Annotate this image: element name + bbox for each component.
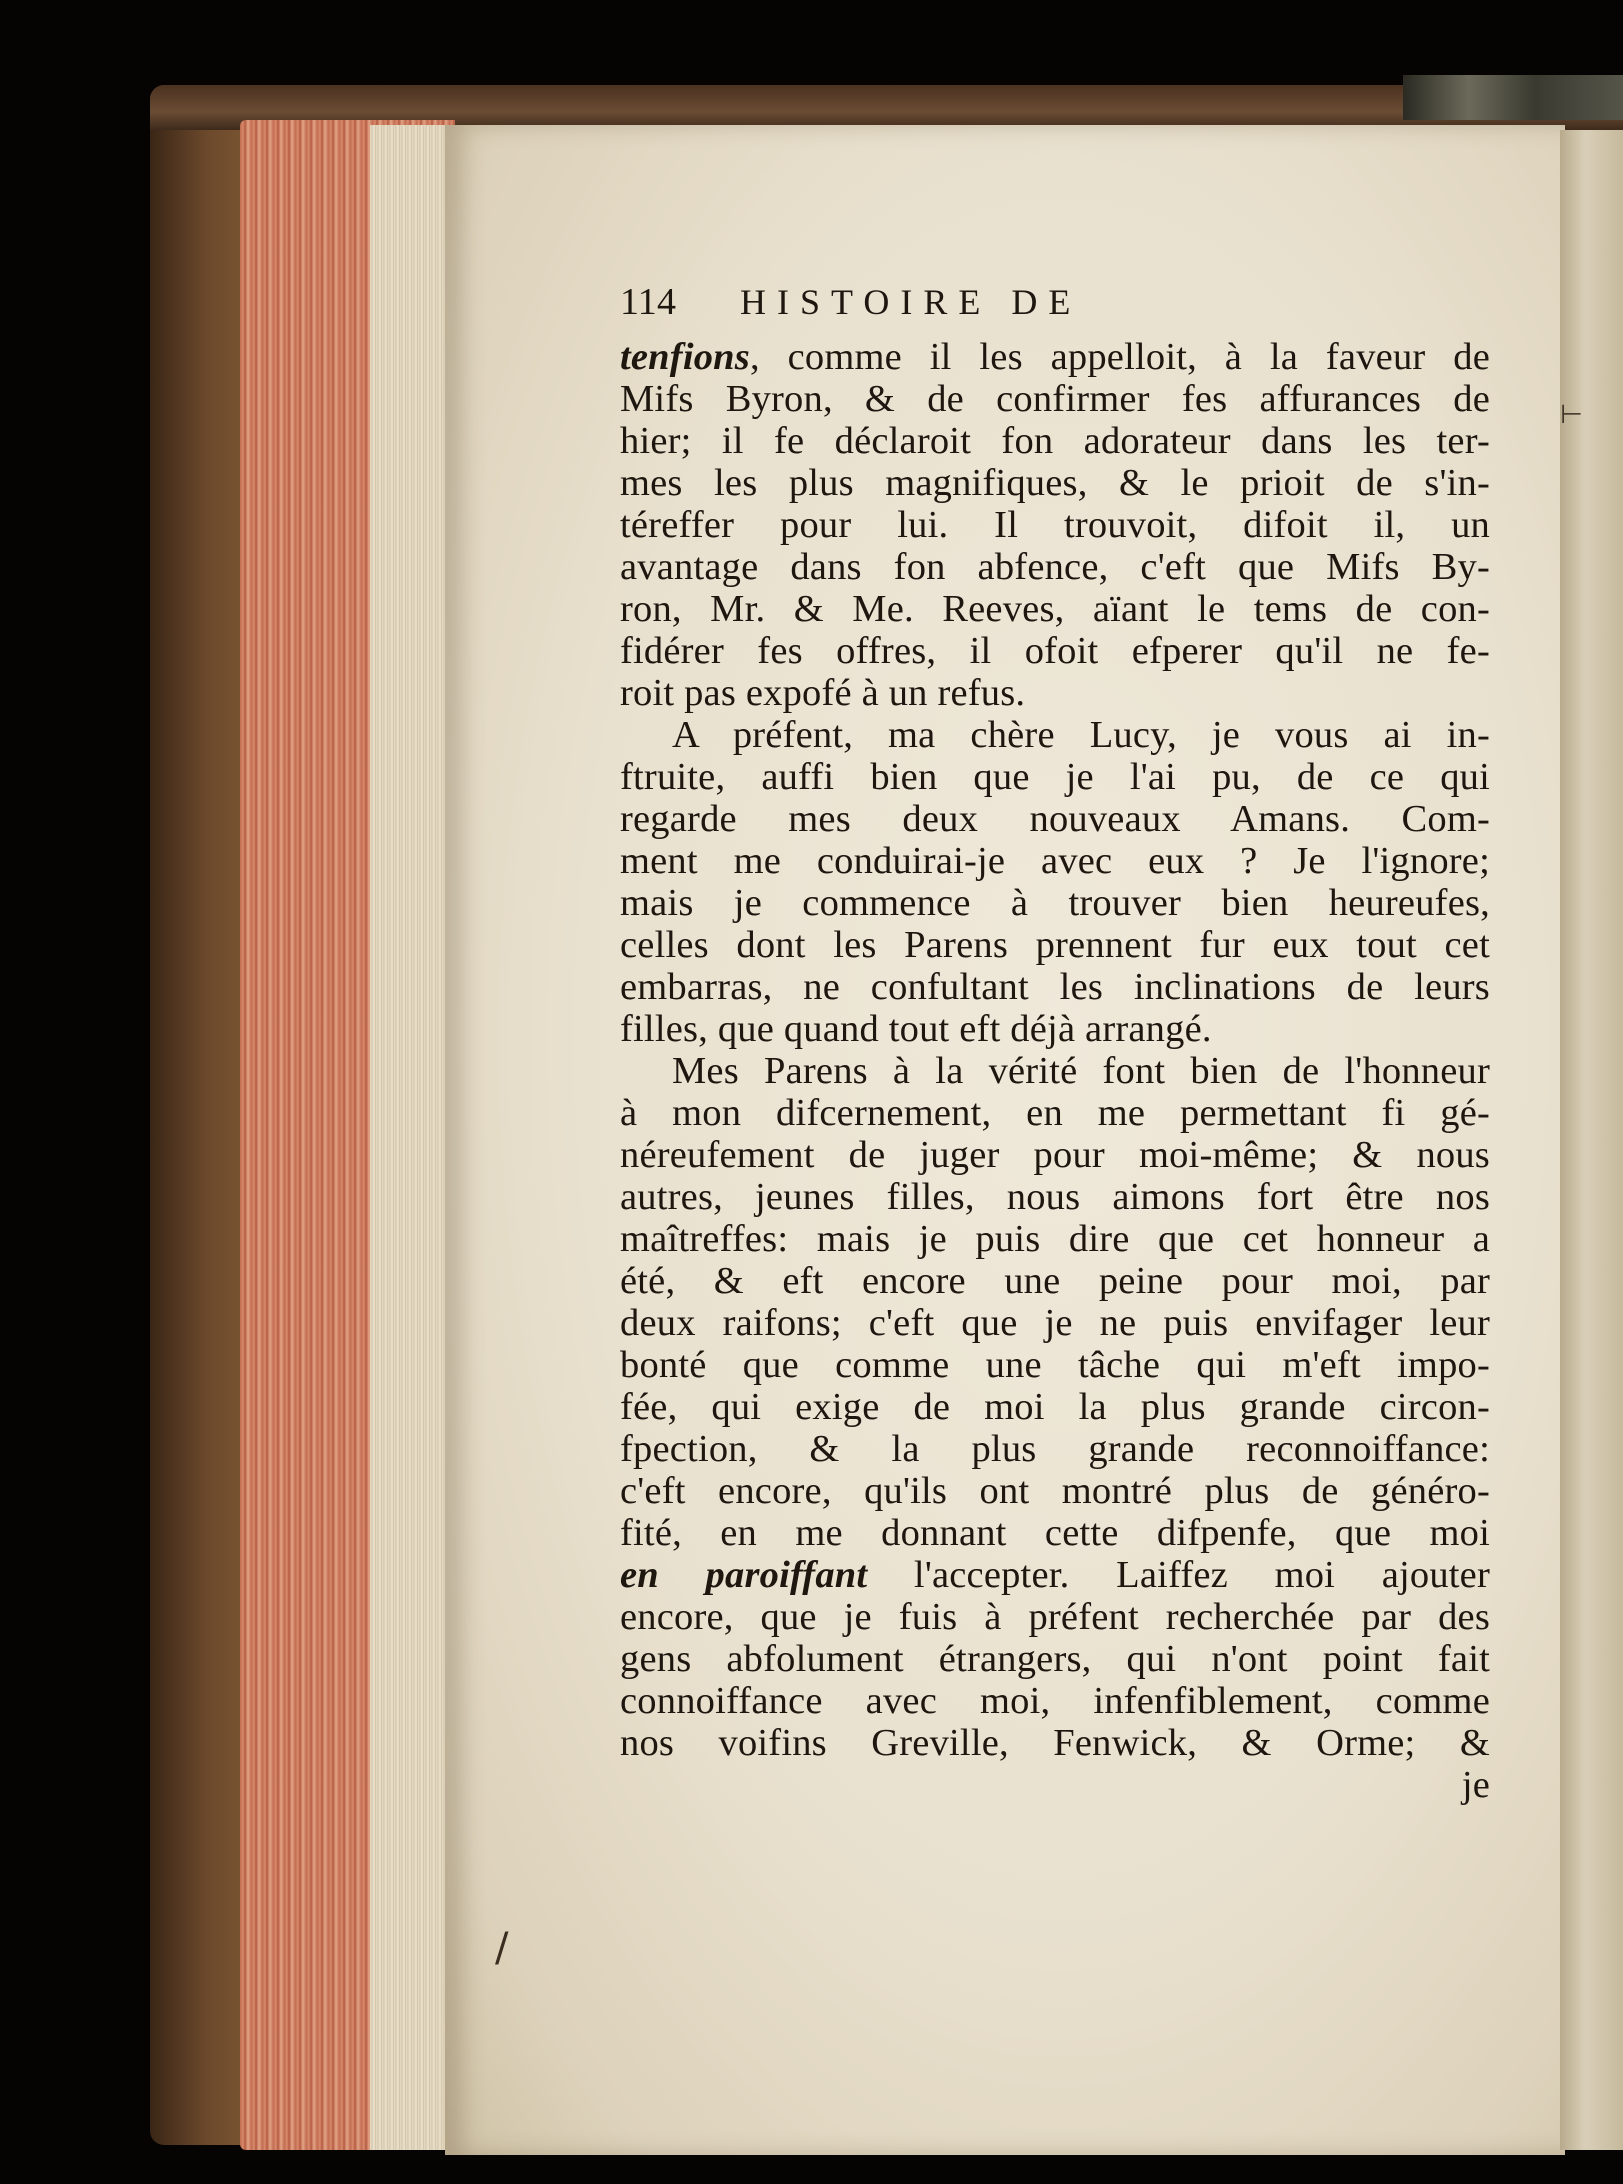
- text-line: [620, 1344, 1490, 1386]
- italic-text: tenfions: [620, 336, 750, 378]
- text-line: [620, 336, 1490, 378]
- text-line: [620, 840, 1490, 882]
- line-text: mais je commence à trouver bien heureufes,: [620, 882, 1490, 924]
- text-line: [620, 1134, 1490, 1176]
- line-text: fpection, & la plus grande reconnoiffance:: [620, 1428, 1490, 1470]
- text-line: [620, 1596, 1490, 1638]
- text-line: [620, 462, 1490, 504]
- line-text: embarras, ne confultant les inclinations de leurs: [620, 966, 1490, 1008]
- line-text: A préfent, ma chère Lucy, je vous ai in-: [672, 714, 1490, 756]
- italic-text: en paroiffant: [620, 1554, 868, 1596]
- text-line: [620, 1638, 1490, 1680]
- body-text: [620, 336, 1490, 1764]
- line-text: téreffer pour lui. Il trouvoit, difoit il, un: [620, 504, 1490, 546]
- text-line: [620, 1680, 1490, 1722]
- text-line: [620, 924, 1490, 966]
- line-text: , comme il les appelloit, à la faveur de: [749, 336, 1490, 378]
- line-text: c'eft encore, qu'ils ont montré plus de généro-: [620, 1470, 1490, 1512]
- text-line: [620, 882, 1490, 924]
- text-line: [620, 1260, 1490, 1302]
- line-text: mes les plus magnifiques, & le prioit de s'in-: [620, 462, 1490, 504]
- line-text: fée, qui exige de moi la plus grande circon-: [620, 1386, 1490, 1428]
- line-text: regarde mes deux nouveaux Amans. Com-: [620, 798, 1490, 840]
- text-line: [620, 420, 1490, 462]
- text-line: [620, 1554, 1490, 1596]
- text-line: [620, 1386, 1490, 1428]
- line-text: fité, en me donnant cette difpenfe, que moi: [620, 1512, 1490, 1554]
- text-line: [620, 546, 1490, 588]
- line-text: été, & eft encore une peine pour moi, par: [620, 1260, 1490, 1302]
- text-line: [620, 672, 1490, 714]
- line-text: bonté que comme une tâche qui m'eft impo-: [620, 1344, 1490, 1386]
- line-text: à mon difcernement, en me permettant fi gé-: [620, 1092, 1490, 1134]
- line-text: hier; il fe déclaroit fon adorateur dans les ter-: [620, 420, 1490, 462]
- text-line: [620, 1092, 1490, 1134]
- line-text: celles dont les Parens prennent fur eux tout cet: [620, 924, 1490, 966]
- facing-page-edge: [1560, 130, 1623, 2150]
- text-line: [620, 1470, 1490, 1512]
- line-text: maîtreffes: mais je puis dire que cet honneur a: [620, 1218, 1490, 1260]
- line-text: ftruite, auffi bien que je l'ai pu, de ce qui: [620, 756, 1490, 798]
- line-text: encore, que je fuis à préfent recherchée par des: [620, 1596, 1490, 1638]
- text-line: [620, 378, 1490, 420]
- catchword: je: [1461, 1764, 1490, 1806]
- line-text: néreufement de juger pour moi-même; & nous: [620, 1134, 1490, 1176]
- text-line: [620, 714, 1490, 756]
- page-header: [620, 280, 1490, 326]
- text-line: [620, 966, 1490, 1008]
- line-text: filles, que quand tout eft déjà arrangé.: [620, 1008, 1212, 1050]
- line-text: ment me conduirai-je avec eux ? Je l'ignore;: [620, 840, 1490, 882]
- line-text: roit pas expofé à un refus.: [620, 672, 1026, 714]
- running-head: HISTOIRE DE: [740, 282, 1082, 322]
- text-line: [620, 1218, 1490, 1260]
- margin-mark: ⊢: [1560, 400, 1583, 430]
- line-text: fidérer fes offres, il ofoit efperer qu'il ne fe-: [620, 630, 1490, 672]
- page-text: [620, 280, 1490, 1806]
- line-text: autres, jeunes filles, nous aimons fort être nos: [620, 1176, 1490, 1218]
- line-text: l'accepter. Laiffez moi ajouter: [867, 1554, 1490, 1596]
- text-line: [620, 1428, 1490, 1470]
- line-text: Mes Parens à la vérité font bien de l'honneur: [672, 1050, 1490, 1092]
- line-text: gens abfolument étrangers, qui n'ont point fait: [620, 1638, 1490, 1680]
- margin-stroke: /: [495, 1925, 509, 1971]
- line-text: connoiffance avec moi, infenfiblement, comme: [620, 1680, 1490, 1722]
- text-line: [620, 630, 1490, 672]
- text-line: [620, 1722, 1490, 1764]
- line-text: Mifs Byron, & de confirmer fes affurances de: [620, 378, 1490, 420]
- spine-edge: [1403, 75, 1623, 120]
- text-line: [620, 756, 1490, 798]
- line-text: nos voifins Greville, Fenwick, & Orme; &: [620, 1722, 1490, 1764]
- text-line: [620, 1302, 1490, 1344]
- text-line: [620, 588, 1490, 630]
- line-text: avantage dans fon abfence, c'eft que Mifs By-: [620, 546, 1490, 588]
- line-text: ron, Mr. & Me. Reeves, aïant le tems de con-: [620, 588, 1490, 630]
- text-line: [620, 1008, 1490, 1050]
- text-line: [620, 1512, 1490, 1554]
- line-text: deux raifons; c'eft que je ne puis envifager leur: [620, 1302, 1490, 1344]
- page-number: 114: [620, 281, 677, 323]
- text-line: [620, 1176, 1490, 1218]
- text-line: [620, 1050, 1490, 1092]
- text-line: [620, 504, 1490, 546]
- text-line: [620, 798, 1490, 840]
